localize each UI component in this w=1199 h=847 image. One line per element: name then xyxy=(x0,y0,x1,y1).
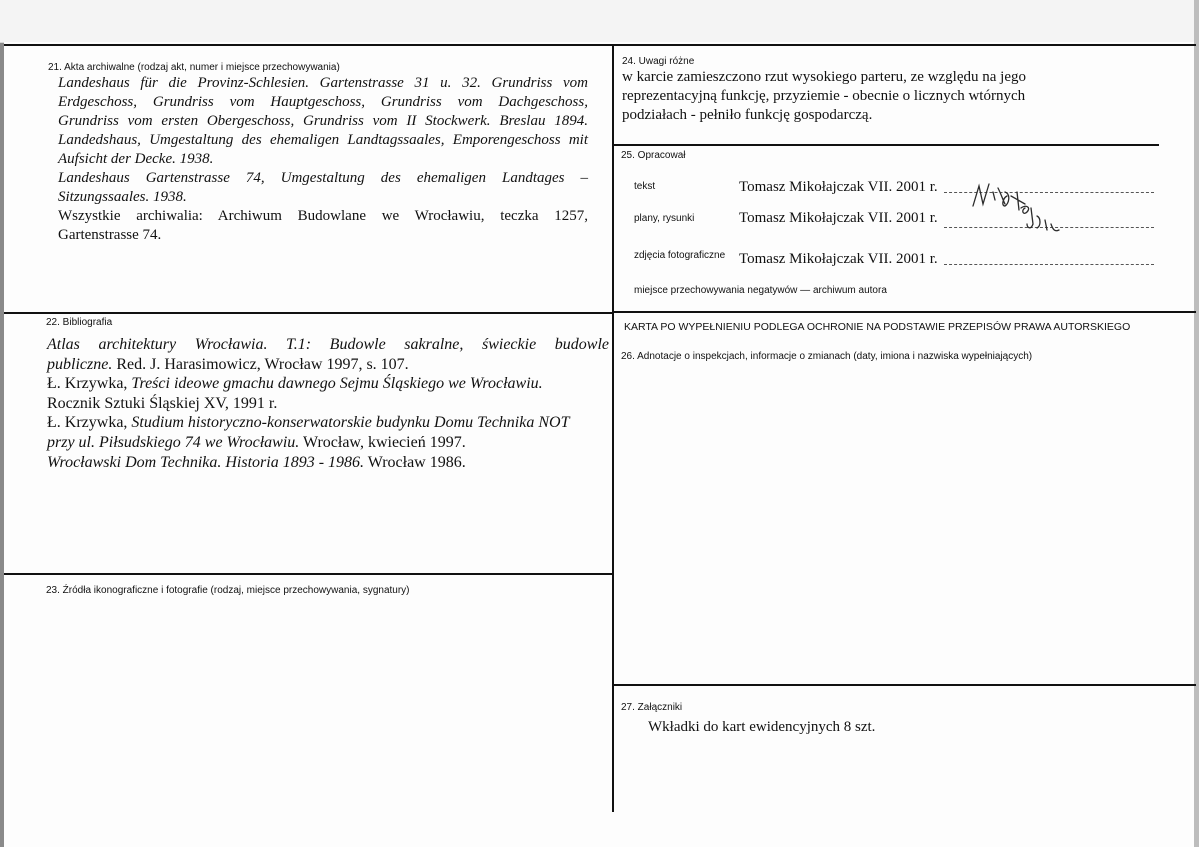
bib-3-details: Wrocław, kwiecień 1997. xyxy=(299,433,466,451)
archive-line-3: Grundriss vom ersten Obergeschoss, Grundriss vom II Stockwerk. Breslau 1894. xyxy=(58,113,588,129)
archive-line-1: Landeshaus für die Provinz-Schlesien. Gartenstrasse 31 u. 32. Grundriss vom xyxy=(58,75,588,91)
rule-21-22 xyxy=(4,312,614,314)
rule-26-27 xyxy=(613,684,1196,686)
bib-2-details: Rocznik Sztuki Śląskiej XV, 1991 r. xyxy=(47,394,278,412)
section-22-label: 22. Bibliografia xyxy=(46,317,113,328)
bib-3-title: Studium historyczno-konserwatorskie budynku Domu Technika NOT xyxy=(131,414,570,432)
section-24-label: 24. Uwagi różne xyxy=(622,56,695,67)
author-row-photos-value: Tomasz Mikołajczak VII. 2001 r. xyxy=(739,251,938,267)
bib-3-author: Ł. Krzywka, xyxy=(47,414,132,432)
archive-line-9: Gartenstrasse 74. xyxy=(58,227,162,243)
scan-top-strip xyxy=(0,0,1199,43)
section-24-body xyxy=(622,68,1142,125)
handwritten-signature xyxy=(965,178,1065,268)
archive-line-8: Wszystkie archiwalia: Archiwum Budowlane we Wrocławiu, teczka 1257, xyxy=(58,208,588,224)
bib-1-details: Red. J. Harasimowicz, Wrocław 1997, s. 107. xyxy=(112,355,409,373)
author-row-photos-label: zdjęcia fotograficzne xyxy=(634,250,726,261)
attachments-value: Wkładki do kart ewidencyjnych 8 szt. xyxy=(648,719,876,735)
bib-1-title-cont: publiczne. xyxy=(47,355,113,373)
section-27-label: 27. Załączniki xyxy=(621,702,683,713)
negatives-location: miejsce przechowywania negatywów — archiwum autora xyxy=(634,285,887,296)
bib-4-details: Wrocław 1986. xyxy=(364,453,466,471)
rule-22-23 xyxy=(4,573,614,575)
bib-2-author: Ł. Krzywka, xyxy=(47,375,132,393)
archive-line-2: Erdgeschoss, Grundriss vom Hauptgeschoss, Grundriss vom Dachgeschoss, xyxy=(58,94,588,110)
remarks-line-3: podziałach - pełniło funkcję gospodarczą. xyxy=(622,107,873,123)
author-row-text-value: Tomasz Mikołajczak VII. 2001 r. xyxy=(739,179,938,195)
author-row-plans-label: plany, rysunki xyxy=(634,213,695,224)
author-row-plans-value: Tomasz Mikołajczak VII. 2001 r. xyxy=(739,210,938,226)
section-21-label: 21. Akta archiwalne (rodzaj akt, numer i miejsce przechowywania) xyxy=(48,62,340,73)
author-row-text-label: tekst xyxy=(634,181,656,192)
archive-line-5: Aufsicht der Decke. 1938. xyxy=(58,151,214,167)
remarks-line-2: reprezentacyjną funkcję, przyziemie - obecnie o licznych wtórnych xyxy=(622,88,1026,104)
rule-25-notice xyxy=(613,311,1196,313)
archive-line-7: Sitzungssaales. 1938. xyxy=(58,189,187,205)
bib-1-title: Atlas architektury Wrocławia. T.1: Budowle sakralne, świeckie budowle xyxy=(47,336,609,353)
section-22-body xyxy=(47,335,609,472)
center-divider xyxy=(612,44,614,812)
section-23-label: 23. Źródła ikonograficzne i fotografie (rodzaj, miejsce przechowywania, sygnatury) xyxy=(46,585,410,596)
top-rule xyxy=(4,44,1196,46)
archive-line-4: Landedshaus, Umgestaltung des ehemaligen Landtagssaales, Emporengeschoss mit xyxy=(58,132,588,148)
scan-right-edge xyxy=(1194,0,1199,847)
bib-4-title: Wrocławski Dom Technika. Historia 1893 - 1986. xyxy=(47,453,365,471)
bib-2-title: Treści ideowe gmachu dawnego Sejmu Śląskiego we Wrocławiu. xyxy=(131,375,543,393)
archive-line-6: Landeshaus Gartenstrasse 74, Umgestaltung des ehemaligen Landtages – xyxy=(58,170,588,186)
rule-24-25 xyxy=(613,144,1159,146)
section-25-label: 25. Opracował xyxy=(621,150,686,161)
bib-3-title-cont: przy ul. Piłsudskiego 74 we Wrocławiu. xyxy=(47,433,300,451)
remarks-line-1: w karcie zamieszczono rzut wysokiego parteru, ze względu na jego xyxy=(622,69,1026,85)
section-26-label: 26. Adnotacje o inspekcjach, informacje o zmianach (daty, imiona i nazwiska wypełniających) xyxy=(621,351,1033,362)
copyright-notice: KARTA PO WYPEŁNIENIU PODLEGA OCHRONIE NA PODSTAWIE PRZEPISÓW PRAWA AUTORSKIEGO xyxy=(624,321,1131,333)
section-21-body xyxy=(58,74,588,245)
